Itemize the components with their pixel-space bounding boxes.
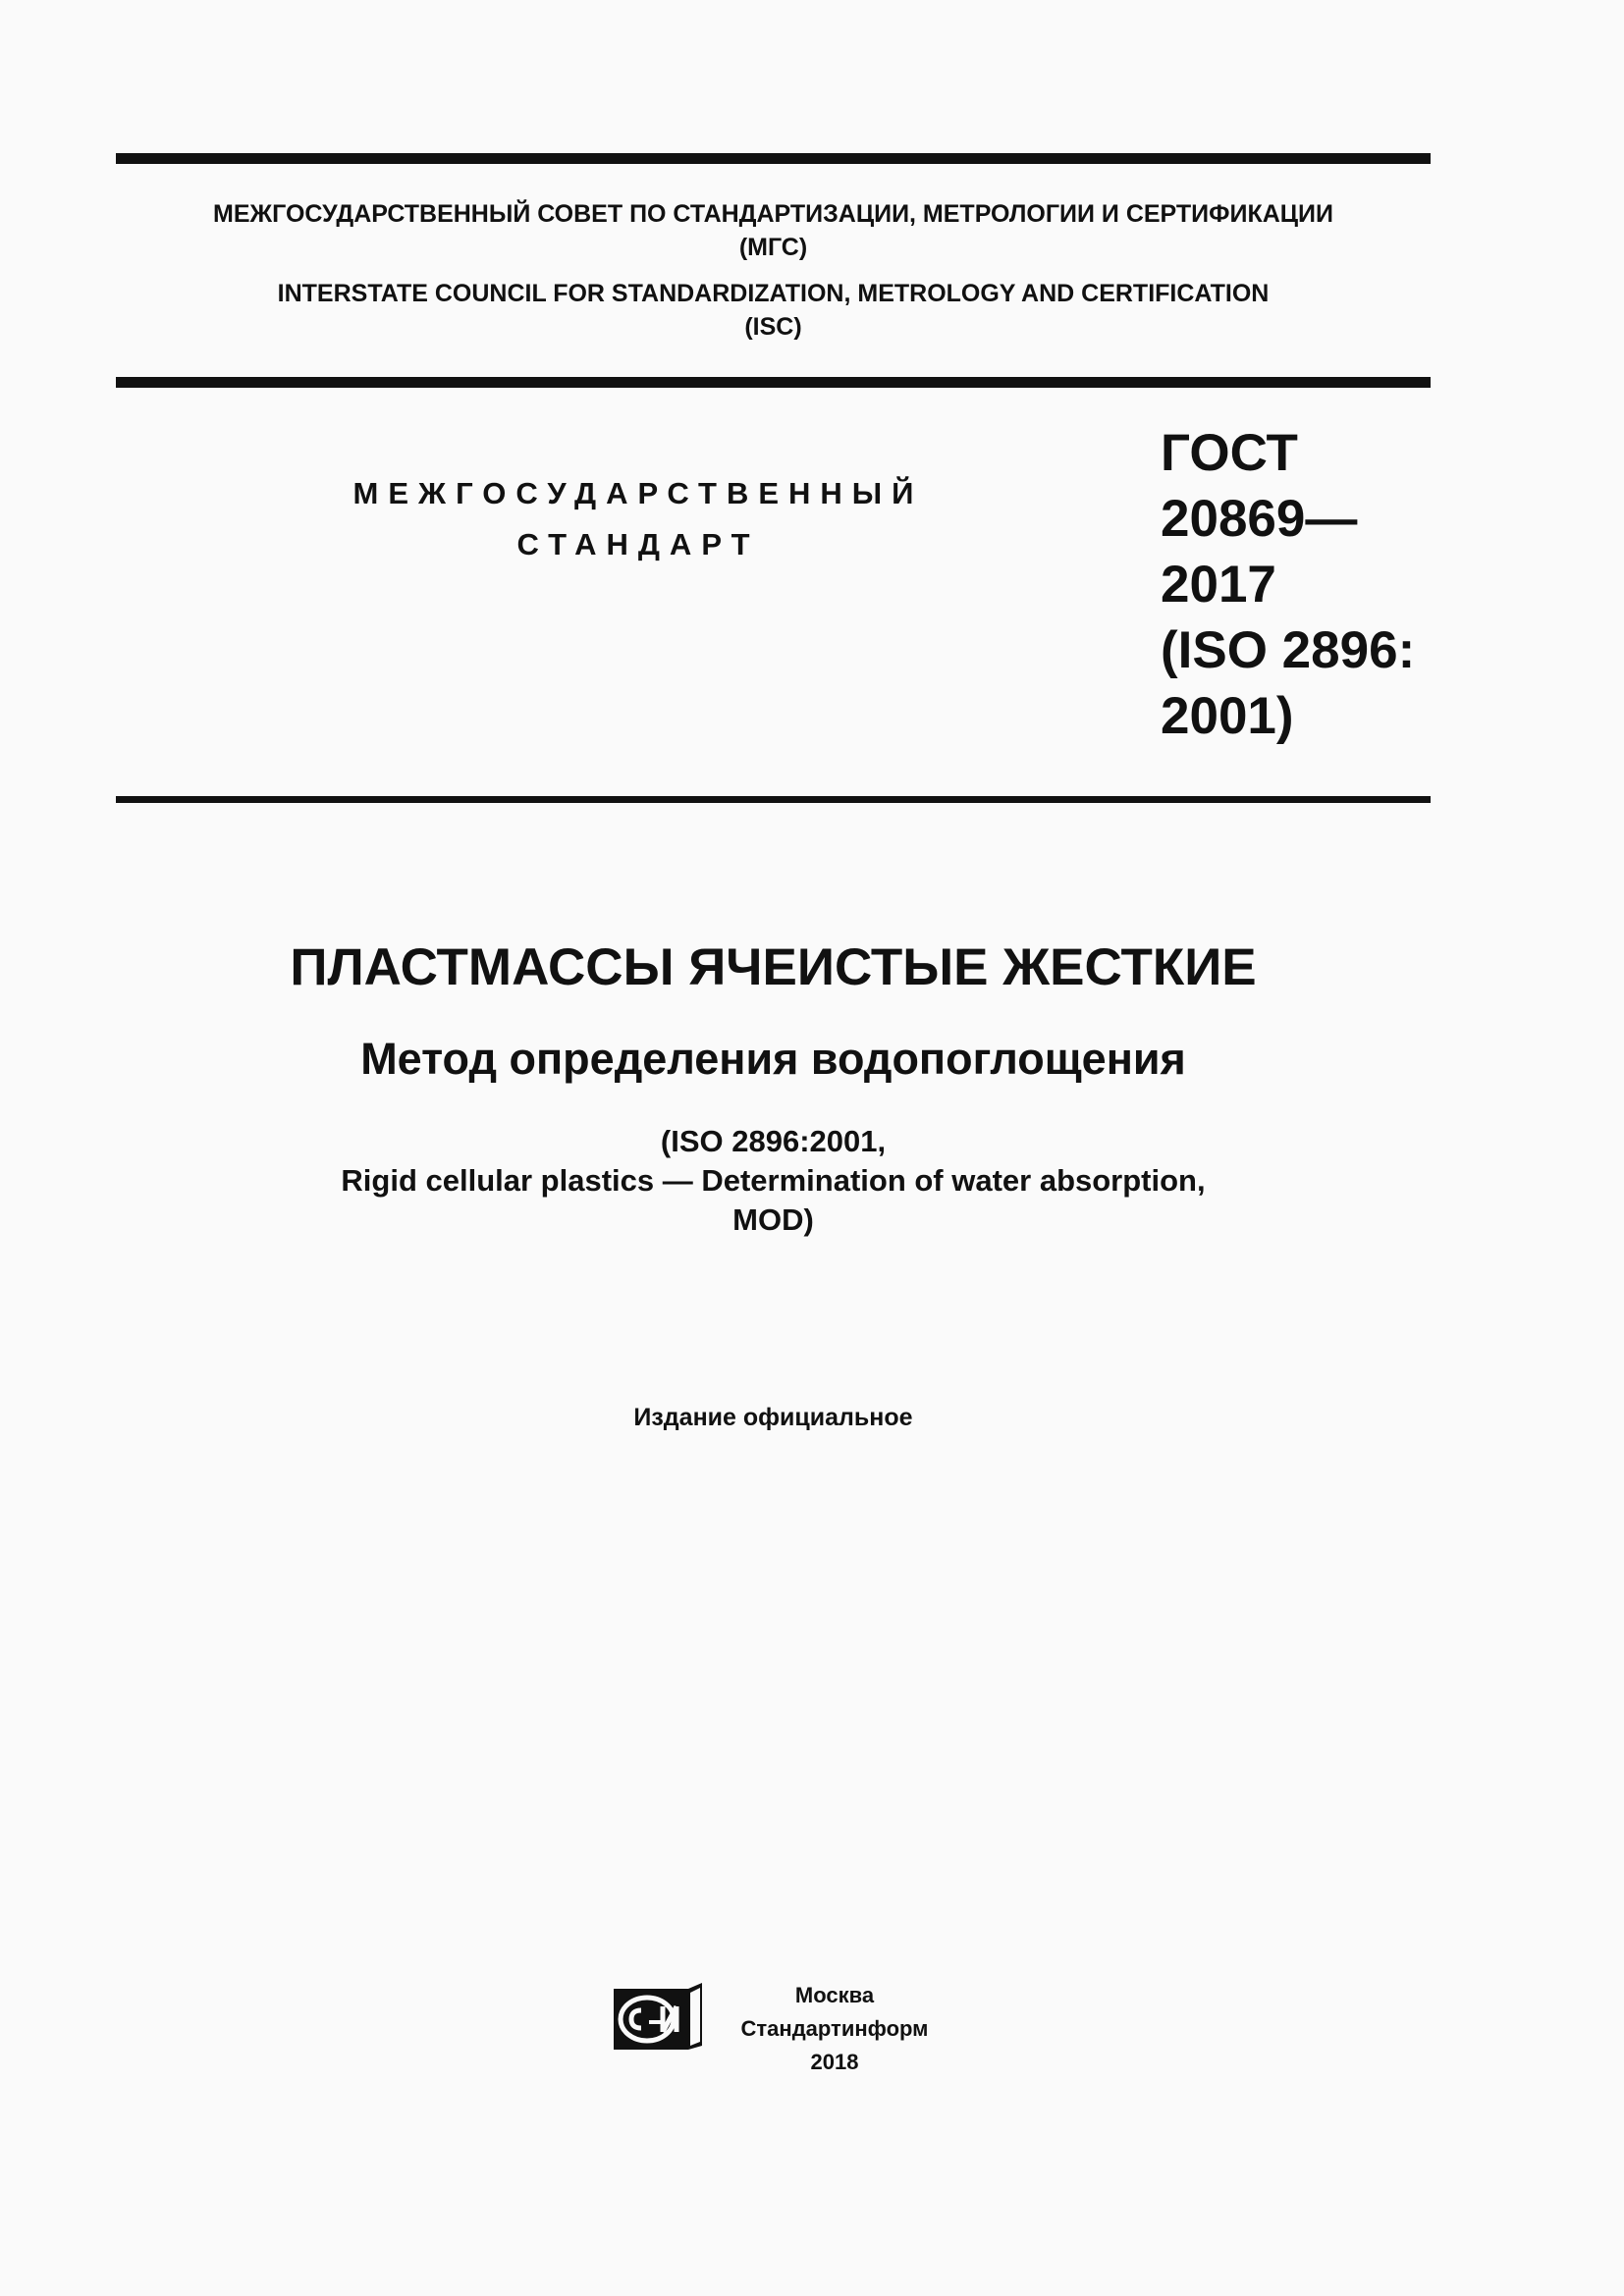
gost-designation bbox=[1161, 420, 1455, 749]
imprint-year: 2018 bbox=[810, 2050, 859, 2074]
header-rule bbox=[116, 377, 1431, 388]
edition-note: Издание официальное bbox=[633, 1404, 913, 1431]
council-ru-line1: МЕЖГОСУДАРСТВЕННЫЙ СОВЕТ ПО СТАНДАРТИЗАЦИИ, МЕТРОЛОГИИ И СЕРТИФИКАЦИИ bbox=[213, 200, 1333, 228]
gost-line3: 2017 bbox=[1161, 556, 1276, 614]
gost-line5: 2001) bbox=[1161, 687, 1294, 745]
gost-line2: 20869— bbox=[1161, 490, 1358, 548]
iso-reference bbox=[116, 1122, 1431, 1240]
standartinform-logo-icon bbox=[612, 1983, 704, 2054]
iso-ref-line1: (ISO 2896:2001, bbox=[660, 1124, 887, 1158]
gost-line4: (ISO 2896: bbox=[1161, 621, 1416, 679]
council-en-line2: (ISC) bbox=[744, 313, 802, 341]
top-rule bbox=[116, 153, 1431, 164]
document-title: ПЛАСТМАССЫ ЯЧЕИСТЫЕ ЖЕСТКИЕ bbox=[290, 938, 1257, 996]
standard-kind-line1: МЕЖГОСУДАРСТВЕННЫЙ bbox=[352, 476, 924, 510]
section-rule bbox=[116, 796, 1431, 803]
standard-kind bbox=[285, 468, 992, 570]
imprint-city: Москва bbox=[794, 1983, 875, 2007]
council-name-ru bbox=[116, 197, 1431, 264]
council-en-line1: INTERSTATE COUNCIL FOR STANDARDIZATION, METROLOGY AND CERTIFICATION bbox=[277, 280, 1270, 307]
gost-line1: ГОСТ bbox=[1161, 424, 1298, 482]
council-ru-line2: (МГС) bbox=[738, 234, 808, 261]
iso-ref-line3: MOD) bbox=[732, 1202, 814, 1237]
standard-kind-line2: СТАНДАРТ bbox=[516, 527, 760, 561]
iso-ref-line2: Rigid cellular plastics — Determination of water absorption, bbox=[341, 1163, 1206, 1198]
imprint-publisher: Стандартинформ bbox=[740, 2016, 929, 2041]
council-name-en bbox=[116, 277, 1431, 344]
document-subtitle: Метод определения водопоглощения bbox=[360, 1034, 1186, 1084]
imprint bbox=[722, 1979, 947, 2079]
